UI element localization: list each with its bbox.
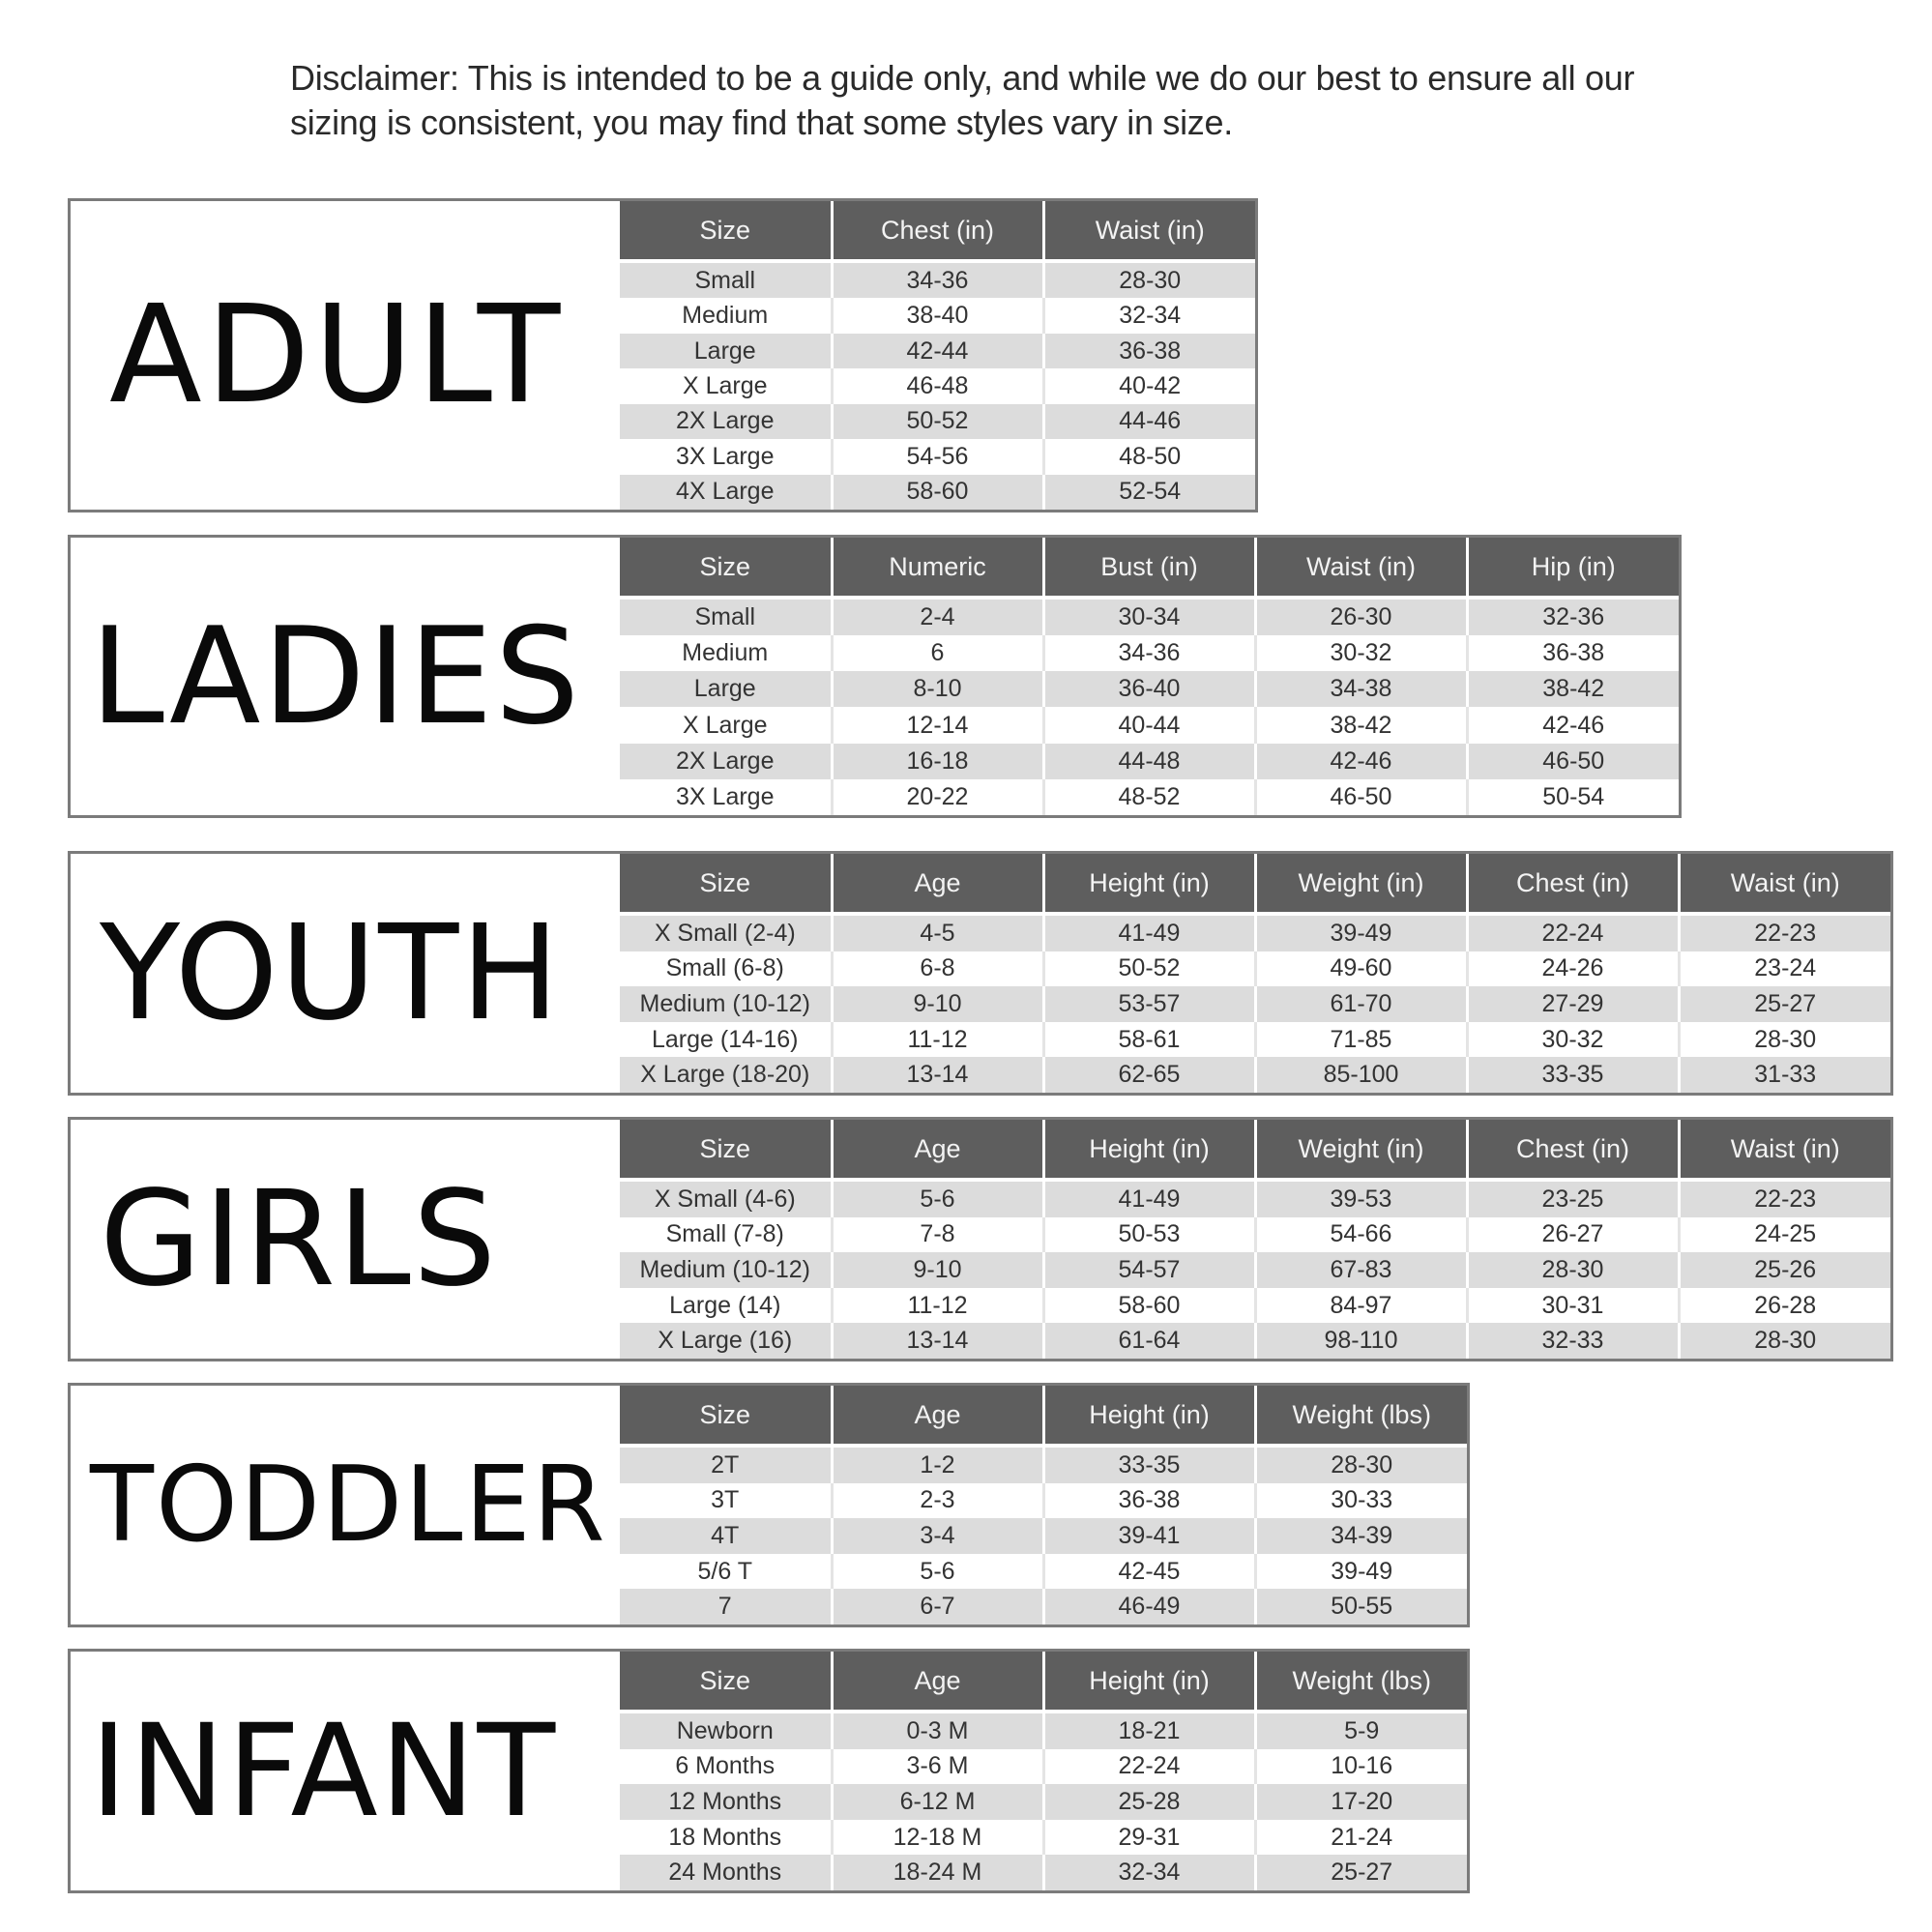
column-header: Size	[620, 854, 832, 914]
measurement-cell: 25-26	[1679, 1252, 1890, 1288]
column-header: Age	[832, 854, 1043, 914]
measurement-cell: 25-28	[1043, 1784, 1255, 1820]
table-row	[620, 914, 1890, 951]
measurement-cell: 58-61	[1043, 1022, 1255, 1058]
measurement-cell: 85-100	[1255, 1057, 1467, 1093]
size-cell: Small	[620, 598, 832, 635]
measurement-cell: 6-8	[832, 951, 1043, 987]
measurement-cell: 50-52	[832, 404, 1043, 439]
measurement-cell: 28-30	[1679, 1022, 1890, 1058]
measurement-cell: 28-30	[1043, 261, 1255, 298]
column-header: Age	[832, 1386, 1043, 1446]
measurement-cell: 32-33	[1467, 1323, 1679, 1359]
measurement-cell: 50-53	[1043, 1217, 1255, 1253]
table-row	[620, 404, 1255, 439]
table-row	[620, 475, 1255, 510]
measurement-cell: 40-42	[1043, 368, 1255, 403]
size-cell: 12 Months	[620, 1784, 832, 1820]
table-header-row	[620, 201, 1255, 261]
size-cell: 5/6 T	[620, 1554, 832, 1590]
measurement-cell: 39-49	[1255, 914, 1467, 951]
measurement-cell: 3-6 M	[832, 1749, 1043, 1785]
measurement-cell: 84-97	[1255, 1288, 1467, 1324]
table-row	[620, 951, 1890, 987]
section-title: ADULT	[109, 276, 565, 434]
measurement-cell: 48-50	[1043, 439, 1255, 474]
measurement-cell: 36-38	[1043, 1483, 1255, 1519]
table-header-row	[620, 538, 1679, 598]
section-title: INFANT	[90, 1696, 558, 1846]
section-label-box	[71, 1120, 620, 1359]
measurement-cell: 46-48	[832, 368, 1043, 403]
column-header: Bust (in)	[1043, 538, 1255, 598]
table-row	[620, 744, 1679, 779]
measurement-cell: 34-39	[1255, 1518, 1467, 1554]
size-table	[620, 1120, 1890, 1359]
measurement-cell: 5-6	[832, 1180, 1043, 1217]
measurement-cell: 38-42	[1255, 707, 1467, 743]
measurement-cell: 33-35	[1043, 1446, 1255, 1483]
measurement-cell: 22-24	[1043, 1749, 1255, 1785]
measurement-cell: 58-60	[1043, 1288, 1255, 1324]
column-header: Weight (in)	[1255, 1120, 1467, 1180]
size-cell: Medium	[620, 635, 832, 671]
size-cell: 18 Months	[620, 1820, 832, 1856]
measurement-cell: 10-16	[1255, 1749, 1467, 1785]
column-header: Size	[620, 1120, 832, 1180]
measurement-cell: 62-65	[1043, 1057, 1255, 1093]
measurement-cell: 42-45	[1043, 1554, 1255, 1590]
disclaimer	[290, 56, 1644, 145]
section-toddler	[68, 1383, 1470, 1627]
disclaimer-line-2: sizing is consistent, you may find that some styles vary in size.	[290, 102, 1233, 142]
measurement-cell: 40-44	[1043, 707, 1255, 743]
measurement-cell: 41-49	[1043, 914, 1255, 951]
measurement-cell: 7-8	[832, 1217, 1043, 1253]
measurement-cell: 27-29	[1467, 986, 1679, 1022]
column-header: Chest (in)	[1467, 854, 1679, 914]
column-header: Weight (in)	[1255, 854, 1467, 914]
size-cell: Newborn	[620, 1712, 832, 1749]
measurement-cell: 36-38	[1043, 334, 1255, 368]
measurement-cell: 18-21	[1043, 1712, 1255, 1749]
section-label-box	[71, 1652, 620, 1890]
measurement-cell: 6-7	[832, 1589, 1043, 1625]
measurement-cell: 25-27	[1679, 986, 1890, 1022]
size-cell: 2X Large	[620, 744, 832, 779]
measurement-cell: 50-54	[1467, 779, 1679, 815]
table-row	[620, 1554, 1467, 1590]
table-row	[620, 598, 1679, 635]
measurement-cell: 32-34	[1043, 298, 1255, 333]
table-row	[620, 779, 1679, 815]
column-header: Waist (in)	[1043, 201, 1255, 261]
size-cell: 2X Large	[620, 404, 832, 439]
table-row	[620, 1589, 1467, 1625]
section-title: LADIES	[90, 598, 582, 754]
measurement-cell: 17-20	[1255, 1784, 1467, 1820]
table-row	[620, 1217, 1890, 1253]
measurement-cell: 44-48	[1043, 744, 1255, 779]
table-row	[620, 1855, 1467, 1890]
measurement-cell: 49-60	[1255, 951, 1467, 987]
column-header: Height (in)	[1043, 854, 1255, 914]
column-header: Height (in)	[1043, 1386, 1255, 1446]
measurement-cell: 39-41	[1043, 1518, 1255, 1554]
measurement-cell: 54-66	[1255, 1217, 1467, 1253]
measurement-cell: 33-35	[1467, 1057, 1679, 1093]
size-cell: 4X Large	[620, 475, 832, 510]
measurement-cell: 61-70	[1255, 986, 1467, 1022]
measurement-cell: 52-54	[1043, 475, 1255, 510]
measurement-cell: 4-5	[832, 914, 1043, 951]
section-ladies	[68, 535, 1682, 818]
measurement-cell: 1-2	[832, 1446, 1043, 1483]
column-header: Age	[832, 1652, 1043, 1712]
size-cell: Large (14)	[620, 1288, 832, 1324]
size-cell: Small (6-8)	[620, 951, 832, 987]
measurement-cell: 8-10	[832, 671, 1043, 707]
measurement-cell: 39-49	[1255, 1554, 1467, 1590]
measurement-cell: 53-57	[1043, 986, 1255, 1022]
size-cell: 3T	[620, 1483, 832, 1519]
measurement-cell: 3-4	[832, 1518, 1043, 1554]
column-header: Numeric	[832, 538, 1043, 598]
measurement-cell: 6	[832, 635, 1043, 671]
measurement-cell: 32-36	[1467, 598, 1679, 635]
measurement-cell: 44-46	[1043, 404, 1255, 439]
column-header: Waist (in)	[1679, 854, 1890, 914]
measurement-cell: 46-50	[1467, 744, 1679, 779]
measurement-cell: 6-12 M	[832, 1784, 1043, 1820]
table-row	[620, 1712, 1467, 1749]
table-header-row	[620, 1120, 1890, 1180]
table-row	[620, 1820, 1467, 1856]
table-row	[620, 1483, 1467, 1519]
table-row	[620, 298, 1255, 333]
measurement-cell: 50-55	[1255, 1589, 1467, 1625]
column-header: Weight (lbs)	[1255, 1652, 1467, 1712]
size-cell: 4T	[620, 1518, 832, 1554]
measurement-cell: 58-60	[832, 475, 1043, 510]
size-cell: Small	[620, 261, 832, 298]
size-cell: X Large	[620, 368, 832, 403]
measurement-cell: 11-12	[832, 1022, 1043, 1058]
size-cell: X Large (18-20)	[620, 1057, 832, 1093]
column-header: Height (in)	[1043, 1120, 1255, 1180]
column-header: Waist (in)	[1255, 538, 1467, 598]
section-infant	[68, 1649, 1470, 1893]
measurement-cell: 30-32	[1255, 635, 1467, 671]
column-header: Hip (in)	[1467, 538, 1679, 598]
column-header: Size	[620, 1386, 832, 1446]
measurement-cell: 2-4	[832, 598, 1043, 635]
measurement-cell: 34-36	[1043, 635, 1255, 671]
table-row	[620, 1518, 1467, 1554]
column-header: Size	[620, 1652, 832, 1712]
measurement-cell: 22-23	[1679, 1180, 1890, 1217]
measurement-cell: 30-32	[1467, 1022, 1679, 1058]
size-cell: 3X Large	[620, 779, 832, 815]
size-cell: Medium (10-12)	[620, 1252, 832, 1288]
measurement-cell: 39-53	[1255, 1180, 1467, 1217]
measurement-cell: 12-14	[832, 707, 1043, 743]
size-cell: Small (7-8)	[620, 1217, 832, 1253]
measurement-cell: 61-64	[1043, 1323, 1255, 1359]
table-header-row	[620, 1386, 1467, 1446]
table-row	[620, 986, 1890, 1022]
measurement-cell: 54-56	[832, 439, 1043, 474]
size-table	[620, 1652, 1467, 1890]
measurement-cell: 16-18	[832, 744, 1043, 779]
measurement-cell: 24-25	[1679, 1217, 1890, 1253]
measurement-cell: 5-9	[1255, 1712, 1467, 1749]
measurement-cell: 42-44	[832, 334, 1043, 368]
measurement-cell: 26-28	[1679, 1288, 1890, 1324]
measurement-cell: 22-23	[1679, 914, 1890, 951]
section-label-box	[71, 854, 620, 1093]
measurement-cell: 23-24	[1679, 951, 1890, 987]
measurement-cell: 0-3 M	[832, 1712, 1043, 1749]
measurement-cell: 30-33	[1255, 1483, 1467, 1519]
column-header: Height (in)	[1043, 1652, 1255, 1712]
measurement-cell: 9-10	[832, 986, 1043, 1022]
size-cell: X Large	[620, 707, 832, 743]
measurement-cell: 26-27	[1467, 1217, 1679, 1253]
measurement-cell: 36-38	[1467, 635, 1679, 671]
size-cell: X Large (16)	[620, 1323, 832, 1359]
measurement-cell: 98-110	[1255, 1323, 1467, 1359]
section-girls	[68, 1117, 1893, 1361]
size-cell: Medium (10-12)	[620, 986, 832, 1022]
size-cell: Large (14-16)	[620, 1022, 832, 1058]
table-row	[620, 1252, 1890, 1288]
measurement-cell: 36-40	[1043, 671, 1255, 707]
table-row	[620, 1784, 1467, 1820]
measurement-cell: 28-30	[1467, 1252, 1679, 1288]
size-table	[620, 854, 1890, 1093]
section-label-box	[71, 538, 620, 815]
measurement-cell: 22-24	[1467, 914, 1679, 951]
measurement-cell: 30-31	[1467, 1288, 1679, 1324]
measurement-cell: 26-30	[1255, 598, 1467, 635]
size-cell: 3X Large	[620, 439, 832, 474]
table-row	[620, 1288, 1890, 1324]
column-header: Waist (in)	[1679, 1120, 1890, 1180]
table-row	[620, 1446, 1467, 1483]
column-header: Chest (in)	[832, 201, 1043, 261]
measurement-cell: 31-33	[1679, 1057, 1890, 1093]
section-adult	[68, 198, 1258, 512]
measurement-cell: 25-27	[1255, 1855, 1467, 1890]
size-cell: Large	[620, 671, 832, 707]
disclaimer-line-1: Disclaimer: This is intended to be a guide only, and while we do our best to ensure all our	[290, 58, 1635, 98]
measurement-cell: 12-18 M	[832, 1820, 1043, 1856]
table-header-row	[620, 1652, 1467, 1712]
size-cell: 6 Months	[620, 1749, 832, 1785]
size-table	[620, 1386, 1467, 1625]
size-cell: X Small (4-6)	[620, 1180, 832, 1217]
size-cell: 7	[620, 1589, 832, 1625]
measurement-cell: 46-49	[1043, 1589, 1255, 1625]
measurement-cell: 38-42	[1467, 671, 1679, 707]
measurement-cell: 34-36	[832, 261, 1043, 298]
measurement-cell: 28-30	[1679, 1323, 1890, 1359]
measurement-cell: 29-31	[1043, 1820, 1255, 1856]
section-title: TODDLER	[90, 1444, 607, 1566]
measurement-cell: 11-12	[832, 1288, 1043, 1324]
measurement-cell: 71-85	[1255, 1022, 1467, 1058]
measurement-cell: 46-50	[1255, 779, 1467, 815]
table-row	[620, 439, 1255, 474]
measurement-cell: 30-34	[1043, 598, 1255, 635]
size-cell: Large	[620, 334, 832, 368]
measurement-cell: 9-10	[832, 1252, 1043, 1288]
column-header: Size	[620, 538, 832, 598]
section-title: YOUTH	[100, 896, 562, 1050]
size-table	[620, 201, 1255, 510]
measurement-cell: 28-30	[1255, 1446, 1467, 1483]
column-header: Size	[620, 201, 832, 261]
size-cell: 2T	[620, 1446, 832, 1483]
table-row	[620, 1749, 1467, 1785]
section-title: GIRLS	[100, 1162, 499, 1316]
table-header-row	[620, 854, 1890, 914]
measurement-cell: 50-52	[1043, 951, 1255, 987]
table-row	[620, 1180, 1890, 1217]
section-youth	[68, 851, 1893, 1096]
section-label-box	[71, 1386, 620, 1625]
measurement-cell: 38-40	[832, 298, 1043, 333]
table-row	[620, 368, 1255, 403]
table-row	[620, 334, 1255, 368]
measurement-cell: 48-52	[1043, 779, 1255, 815]
table-row	[620, 635, 1679, 671]
measurement-cell: 21-24	[1255, 1820, 1467, 1856]
section-label-box	[71, 201, 620, 510]
size-cell: X Small (2-4)	[620, 914, 832, 951]
measurement-cell: 5-6	[832, 1554, 1043, 1590]
measurement-cell: 2-3	[832, 1483, 1043, 1519]
measurement-cell: 18-24 M	[832, 1855, 1043, 1890]
table-row	[620, 1022, 1890, 1058]
measurement-cell: 42-46	[1255, 744, 1467, 779]
measurement-cell: 41-49	[1043, 1180, 1255, 1217]
size-table	[620, 538, 1679, 815]
measurement-cell: 13-14	[832, 1057, 1043, 1093]
measurement-cell: 42-46	[1467, 707, 1679, 743]
measurement-cell: 13-14	[832, 1323, 1043, 1359]
measurement-cell: 20-22	[832, 779, 1043, 815]
measurement-cell: 67-83	[1255, 1252, 1467, 1288]
table-row	[620, 707, 1679, 743]
column-header: Chest (in)	[1467, 1120, 1679, 1180]
table-row	[620, 1057, 1890, 1093]
table-row	[620, 671, 1679, 707]
measurement-cell: 32-34	[1043, 1855, 1255, 1890]
measurement-cell: 23-25	[1467, 1180, 1679, 1217]
measurement-cell: 54-57	[1043, 1252, 1255, 1288]
measurement-cell: 24-26	[1467, 951, 1679, 987]
column-header: Age	[832, 1120, 1043, 1180]
size-cell: Medium	[620, 298, 832, 333]
size-cell: 24 Months	[620, 1855, 832, 1890]
measurement-cell: 34-38	[1255, 671, 1467, 707]
table-row	[620, 261, 1255, 298]
table-row	[620, 1323, 1890, 1359]
column-header: Weight (lbs)	[1255, 1386, 1467, 1446]
